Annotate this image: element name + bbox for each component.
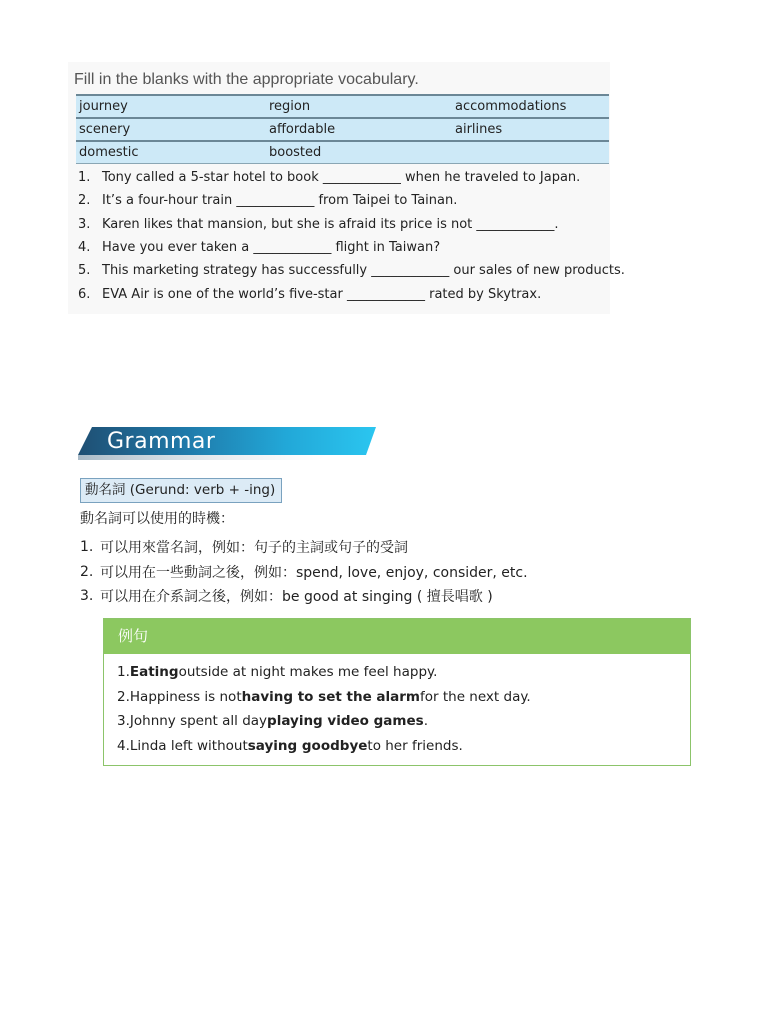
example-text-before: Happiness is not bbox=[129, 688, 242, 705]
example-text-after: for the next day. bbox=[420, 688, 531, 705]
example-text-after: . bbox=[423, 713, 428, 730]
example-gerund: playing video games bbox=[267, 713, 424, 730]
sentence-number: 3. bbox=[78, 216, 91, 232]
vocabulary-word: affordable bbox=[269, 122, 336, 137]
exercise-instructions: Fill in the blanks with the appropriate vocabulary. bbox=[74, 71, 419, 88]
vocabulary-word: journey bbox=[79, 99, 128, 114]
sentence-number: 1. bbox=[78, 170, 91, 186]
usage-number: 2. bbox=[80, 563, 94, 580]
exercise-sentence bbox=[78, 282, 608, 305]
vocabulary-table bbox=[76, 94, 609, 164]
gerund-usage-list bbox=[80, 535, 528, 609]
vocabulary-word: accommodations bbox=[455, 99, 567, 114]
sentence-text: EVA Air is one of the world’s five-star ____________ rated by Skytrax. bbox=[102, 286, 542, 302]
exercise-sentence bbox=[78, 259, 625, 282]
exercise-sentence bbox=[78, 236, 608, 259]
exercise-sentence bbox=[78, 166, 608, 189]
example-text-after: outside at night makes me feel happy. bbox=[178, 664, 438, 681]
example-gerund: Eating bbox=[129, 664, 179, 681]
example-text-before: Johnny spent all day bbox=[129, 713, 268, 730]
vocabulary-word: boosted bbox=[269, 145, 322, 160]
sentence-text: This marketing strategy has successfully ____________ our sales of new products. bbox=[102, 263, 625, 279]
grammar-title: Grammar bbox=[107, 429, 216, 454]
example-number: 3. bbox=[117, 713, 130, 730]
example-number: 1. bbox=[117, 664, 130, 681]
vocabulary-row bbox=[76, 96, 609, 119]
usage-item bbox=[80, 584, 528, 609]
sentence-text: It’s a four-hour train ____________ from Taipei to Tainan. bbox=[102, 193, 458, 209]
sentence-number: 6. bbox=[78, 286, 91, 302]
exercise-sentences bbox=[78, 166, 625, 306]
usage-text: 可以用來當名詞，例如：句子的主詞或句子的受詞 bbox=[100, 540, 408, 557]
example-item bbox=[117, 660, 690, 685]
vocabulary-word: domestic bbox=[79, 145, 139, 160]
vocabulary-row bbox=[76, 119, 609, 142]
vocabulary-row bbox=[76, 142, 609, 164]
usage-number: 3. bbox=[80, 588, 94, 605]
sentence-text: Tony called a 5-star hotel to book ____________ when he traveled to Japan. bbox=[102, 170, 581, 186]
usage-item bbox=[80, 535, 528, 560]
grammar-banner bbox=[78, 426, 378, 460]
usage-item bbox=[80, 560, 528, 585]
exercise-sentence bbox=[78, 213, 608, 236]
example-list bbox=[104, 654, 690, 758]
usage-text: 可以用在介系詞之後，例如：be good at singing ( 擅長唱歌 ) bbox=[100, 589, 493, 606]
example-sentences-box bbox=[103, 618, 691, 766]
vocabulary-word: airlines bbox=[455, 122, 503, 137]
example-gerund: saying goodbye bbox=[247, 737, 368, 754]
example-text-after: to her friends. bbox=[367, 737, 463, 754]
sentence-number: 4. bbox=[78, 240, 91, 256]
gerund-intro: 動名詞可以使用的時機： bbox=[80, 511, 234, 527]
gerund-label-box: 動名詞 (Gerund: verb + -ing) bbox=[80, 478, 282, 503]
exercise-sentence bbox=[78, 189, 608, 212]
vocabulary-word: scenery bbox=[79, 122, 131, 137]
example-item bbox=[117, 734, 690, 759]
example-number: 2. bbox=[117, 688, 130, 705]
example-gerund: having to set the alarm bbox=[241, 688, 420, 705]
vocabulary-exercise bbox=[68, 62, 625, 314]
usage-text: 可以用在一些動詞之後，例如：spend, love, enjoy, consider, etc. bbox=[100, 564, 528, 581]
sentence-text: Karen likes that mansion, but she is afraid its price is not ____________. bbox=[102, 216, 559, 232]
sentence-number: 5. bbox=[78, 263, 91, 279]
example-number: 4. bbox=[117, 737, 130, 754]
example-item bbox=[117, 709, 690, 734]
example-item bbox=[117, 685, 690, 710]
usage-number: 1. bbox=[80, 539, 94, 556]
example-text-before: Linda left without bbox=[129, 737, 248, 754]
example-header: 例句 bbox=[104, 619, 690, 654]
vocabulary-word: region bbox=[269, 99, 311, 114]
sentence-number: 2. bbox=[78, 193, 91, 209]
sentence-text: Have you ever taken a ____________ flight in Taiwan? bbox=[102, 240, 441, 256]
